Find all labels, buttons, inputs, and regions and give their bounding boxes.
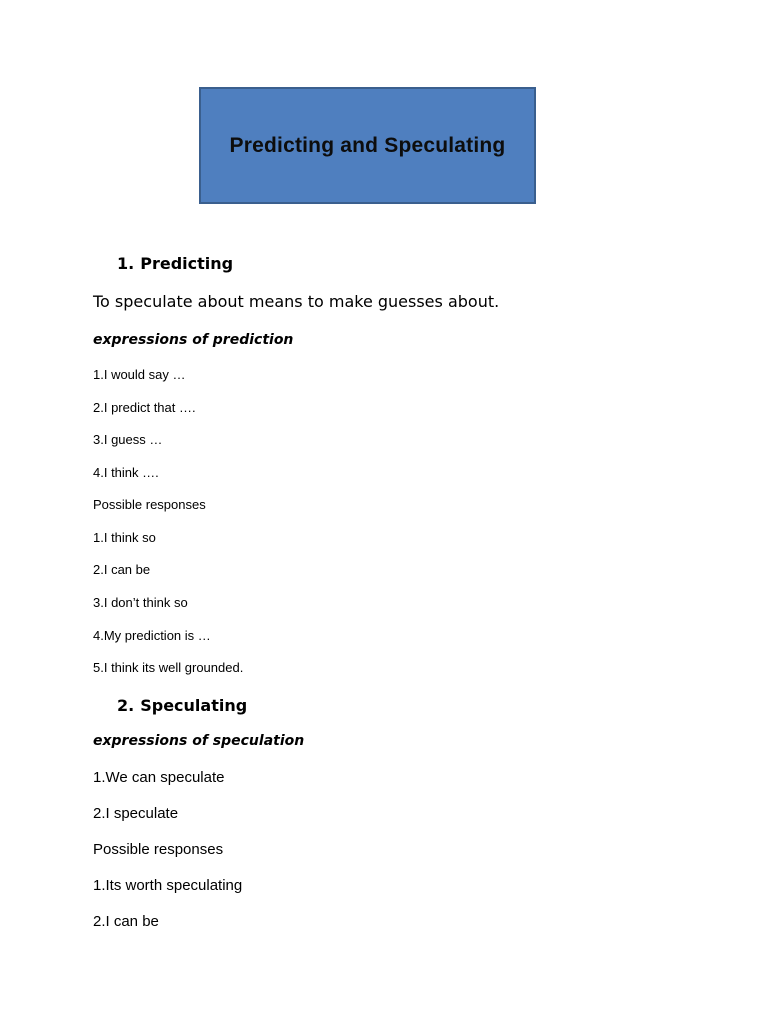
- list-item: 2.I can be: [93, 562, 151, 577]
- list-item: 1.Its worth speculating: [93, 877, 243, 894]
- section-title: Predicting: [140, 254, 234, 273]
- list-item: 2.I predict that ….: [93, 400, 196, 415]
- list-item: 4.I think ….: [93, 465, 159, 480]
- list-item: 5.I think its well grounded.: [93, 660, 244, 675]
- list-item: 1.I think so: [93, 530, 156, 545]
- expressions-label: expressions of prediction: [93, 332, 294, 348]
- section-title: Speculating: [140, 696, 248, 715]
- section-heading-speculating: [117, 696, 247, 715]
- list-item: 3.I guess …: [93, 432, 163, 447]
- list-item: 2.I can be: [93, 913, 159, 930]
- expressions-label: expressions of speculation: [93, 733, 305, 749]
- intro-text: To speculate about means to make guesses about.: [93, 292, 500, 311]
- title-box: [199, 87, 536, 204]
- list-item: 1.We can speculate: [93, 769, 225, 786]
- section-heading-predicting: [117, 254, 233, 273]
- list-item: 2.I speculate: [93, 805, 179, 822]
- list-item: 4.My prediction is …: [93, 628, 211, 643]
- section-number: 1.: [117, 254, 135, 273]
- list-item: 1.I would say …: [93, 367, 186, 382]
- section-number: 2.: [117, 696, 135, 715]
- responses-label: Possible responses: [93, 841, 224, 858]
- page-title: Predicting and Speculating: [229, 133, 506, 157]
- responses-label: Possible responses: [93, 497, 206, 512]
- list-item: 3.I don’t think so: [93, 595, 188, 610]
